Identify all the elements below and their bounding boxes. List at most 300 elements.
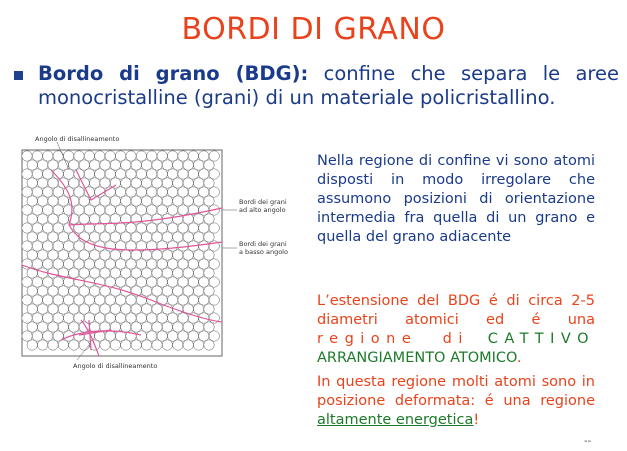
atom-circle (188, 223, 198, 233)
atom-circle (193, 160, 203, 170)
atom-circle (178, 259, 188, 269)
atom-circle (79, 160, 89, 170)
atom-circle (100, 286, 110, 296)
atom-circle (136, 259, 146, 269)
atom-circle (48, 340, 58, 350)
atom-circle (131, 304, 141, 314)
atom-circle (89, 232, 99, 242)
atom-circle (126, 295, 136, 305)
atom-circle (193, 214, 203, 224)
atom-circle (141, 214, 151, 224)
atom-circle (22, 187, 32, 197)
atom-circle (178, 295, 188, 305)
atom-circle (136, 169, 146, 179)
atom-circle (48, 286, 58, 296)
extent-intro: L’estensione del BDG é di circa 2-5 diametri atomici ed é una (317, 293, 595, 328)
atom-circle (84, 241, 94, 251)
atom-circle (188, 259, 198, 269)
atom-circle (37, 178, 47, 188)
atom-circle (157, 277, 167, 287)
atom-circle (48, 322, 58, 332)
atom-circle (43, 331, 53, 341)
atom-circle (32, 223, 42, 233)
atom-circle (167, 187, 177, 197)
atom-circle (209, 259, 219, 269)
atom-circle (32, 241, 42, 251)
atom-circle (157, 223, 167, 233)
atom-circle (199, 295, 209, 305)
atom-circle (37, 304, 47, 314)
atom-circle (193, 322, 203, 332)
atom-circle (74, 187, 84, 197)
atom-circle (89, 214, 99, 224)
atom-circle (53, 187, 63, 197)
atom-circle (193, 286, 203, 296)
atom-circle (43, 295, 53, 305)
atom-circle (188, 187, 198, 197)
atom-circle (22, 205, 32, 215)
atom-circle (53, 241, 63, 251)
atom-circle (27, 340, 37, 350)
atom-circle (126, 259, 136, 269)
atom-circle (126, 223, 136, 233)
atom-circle (105, 259, 115, 269)
atom-circle (162, 250, 172, 260)
atom-circle (162, 322, 172, 332)
atom-circle (178, 169, 188, 179)
atom-circle (74, 277, 84, 287)
atom-circle (22, 295, 32, 305)
atom-circle (209, 151, 219, 161)
atom-circle (69, 178, 79, 188)
atom-circle (110, 340, 120, 350)
atom-circle (136, 205, 146, 215)
atom-circle (193, 232, 203, 242)
atom-circle (27, 232, 37, 242)
atom-circle (131, 340, 141, 350)
atom-circle (188, 331, 198, 341)
atom-circle (43, 187, 53, 197)
atom-circle (27, 160, 37, 170)
atom-circle (178, 313, 188, 323)
atom-circle (121, 196, 131, 206)
atom-circle (131, 250, 141, 260)
atom-circle (178, 241, 188, 251)
atom-circle (121, 250, 131, 260)
atom-circle (167, 241, 177, 251)
atom-circle (178, 277, 188, 287)
atom-circle (84, 151, 94, 161)
atom-circle (95, 313, 105, 323)
atom-circle (162, 232, 172, 242)
atom-circle (199, 223, 209, 233)
atom-circle (69, 268, 79, 278)
atom-circle (53, 259, 63, 269)
atom-circle (63, 241, 73, 251)
atom-circle (58, 304, 68, 314)
atom-circle (69, 286, 79, 296)
atom-circle (141, 322, 151, 332)
atom-circle (173, 340, 183, 350)
atom-circle (110, 178, 120, 188)
atom-circle (53, 151, 63, 161)
atom-circle (22, 169, 32, 179)
atom-circle (110, 160, 120, 170)
atom-circle (204, 268, 214, 278)
atom-circle (48, 304, 58, 314)
atom-circle (147, 313, 157, 323)
atom-circle (89, 178, 99, 188)
extent-arrangiamento: ARRANGIAMENTO ATOMICO (317, 350, 517, 366)
atom-circle (37, 160, 47, 170)
atom-circle (63, 187, 73, 197)
atom-circle (110, 304, 120, 314)
atom-circle (131, 268, 141, 278)
atom-circle (173, 232, 183, 242)
atom-circle (209, 331, 219, 341)
label-misorientation-top: Angolo di disallineamento (35, 135, 120, 143)
atom-circle (209, 277, 219, 287)
atom-circle (89, 268, 99, 278)
atom-circle (115, 151, 125, 161)
atom-circle (136, 151, 146, 161)
atom-circle (74, 169, 84, 179)
atom-circle (27, 214, 37, 224)
atom-circle (48, 160, 58, 170)
atom-circle (115, 295, 125, 305)
atom-circle (188, 295, 198, 305)
atom-circle (79, 196, 89, 206)
atom-circle (32, 259, 42, 269)
atom-circle (188, 277, 198, 287)
atom-circle (152, 304, 162, 314)
atom-circle (48, 178, 58, 188)
atom-circle (162, 160, 172, 170)
atom-circle (183, 286, 193, 296)
atom-circle (58, 196, 68, 206)
atom-circle (32, 187, 42, 197)
atom-circle (162, 268, 172, 278)
atom-circle (167, 223, 177, 233)
atom-circle (183, 160, 193, 170)
atom-circle (63, 259, 73, 269)
atom-circle (131, 232, 141, 242)
atom-circle (147, 151, 157, 161)
atom-circle (105, 313, 115, 323)
atom-circle (141, 232, 151, 242)
atom-circle (183, 268, 193, 278)
atom-circle (58, 232, 68, 242)
atom-circle (100, 178, 110, 188)
atom-circle (141, 160, 151, 170)
atom-circle (126, 169, 136, 179)
atom-circle (173, 322, 183, 332)
atom-circle (183, 196, 193, 206)
atom-circle (121, 178, 131, 188)
atom-circle (69, 160, 79, 170)
atom-circle (100, 196, 110, 206)
atom-circle (100, 232, 110, 242)
atom-circle (105, 223, 115, 233)
atom-circle (157, 151, 167, 161)
atom-circle (152, 286, 162, 296)
atom-circle (43, 241, 53, 251)
atom-circle (173, 160, 183, 170)
atom-circle (121, 232, 131, 242)
atom-circle (89, 304, 99, 314)
atom-circle (147, 331, 157, 341)
atom-circle (147, 205, 157, 215)
atom-circle (131, 178, 141, 188)
atom-circle (173, 250, 183, 260)
atom-circle (167, 277, 177, 287)
atom-circle (193, 304, 203, 314)
atom-circle (193, 268, 203, 278)
atom-circle (152, 160, 162, 170)
atom-circle (100, 304, 110, 314)
atom-circle (53, 223, 63, 233)
atom-circle (157, 205, 167, 215)
atom-circle (121, 268, 131, 278)
atom-circle (167, 151, 177, 161)
atom-circle (58, 286, 68, 296)
atom-circle (173, 178, 183, 188)
atom-circle (115, 259, 125, 269)
atom-circle (199, 187, 209, 197)
atom-circle (136, 187, 146, 197)
atom-circle (32, 205, 42, 215)
atom-circle (121, 322, 131, 332)
atom-circle (188, 169, 198, 179)
atom-circle (22, 223, 32, 233)
atom-circle (63, 295, 73, 305)
atom-circle (37, 196, 47, 206)
atom-circle (37, 322, 47, 332)
definition-body: confine che separa le aree monocristalline (grani) di un materiale policristallino. (38, 62, 619, 109)
definition-bullet (14, 62, 619, 110)
square-bullet-icon (14, 71, 23, 80)
atom-circle (22, 151, 32, 161)
atom-circle (199, 331, 209, 341)
atom-circle (100, 250, 110, 260)
atom-circle (209, 295, 219, 305)
atom-circle (105, 295, 115, 305)
boundary-description: Nella regione di confine vi sono atomi disposti in modo irregolare che assumono posizioni di orientazione intermedia fra quella di un grano e quella del grano adiacente (317, 153, 595, 245)
atom-circle (105, 205, 115, 215)
atom-circle (100, 160, 110, 170)
atom-circle (115, 223, 125, 233)
atom-circle (32, 331, 42, 341)
atom-circle (79, 286, 89, 296)
atom-circle (178, 205, 188, 215)
atom-circle (157, 187, 167, 197)
atom-circle (95, 259, 105, 269)
atom-circle (74, 259, 84, 269)
atom-circle (58, 214, 68, 224)
atom-circle (131, 322, 141, 332)
atom-circle (147, 277, 157, 287)
atom-circle (126, 313, 136, 323)
atom-circle (199, 277, 209, 287)
atom-circle (22, 331, 32, 341)
atom-circle (136, 331, 146, 341)
atom-circle (115, 205, 125, 215)
atom-circle (173, 196, 183, 206)
atom-circle (95, 169, 105, 179)
atom-circle (22, 277, 32, 287)
atom-circle (193, 250, 203, 260)
atom-circle (193, 178, 203, 188)
definition-term: Bordo di grano (BDG): (38, 62, 309, 85)
atom-circle (193, 196, 203, 206)
atom-circle (79, 268, 89, 278)
atom-circle (53, 313, 63, 323)
atom-circle (53, 277, 63, 287)
atom-circle (157, 313, 167, 323)
atom-circle (69, 322, 79, 332)
atom-circle (152, 196, 162, 206)
atom-circle (173, 286, 183, 296)
atom-circle (79, 340, 89, 350)
atom-circle (53, 295, 63, 305)
atom-circle (63, 169, 73, 179)
atom-circle (183, 178, 193, 188)
atom-circle (152, 178, 162, 188)
atom-circle (199, 151, 209, 161)
atom-circle (69, 304, 79, 314)
atom-circle (167, 259, 177, 269)
atom-circle (204, 232, 214, 242)
atom-circle (69, 232, 79, 242)
atom-circle (209, 187, 219, 197)
atom-circle (43, 277, 53, 287)
atom-circle (27, 178, 37, 188)
extent-period: . (516, 350, 522, 366)
atom-circle (95, 151, 105, 161)
atom-circle (32, 151, 42, 161)
atom-circle (110, 232, 120, 242)
atom-circle (178, 223, 188, 233)
atom-circle (22, 241, 32, 251)
atom-circle (74, 151, 84, 161)
atom-circle (167, 331, 177, 341)
atom-circle (43, 205, 53, 215)
atom-circle (84, 259, 94, 269)
atom-circle (27, 196, 37, 206)
atom-circle (141, 340, 151, 350)
atom-circle (204, 160, 214, 170)
atom-circle (43, 223, 53, 233)
atom-circle (84, 205, 94, 215)
atom-circle (199, 241, 209, 251)
atom-circle (131, 160, 141, 170)
atom-circle (43, 313, 53, 323)
label-misorientation-bottom: Angolo di disallineamento (73, 362, 158, 370)
atom-circle (48, 214, 58, 224)
atom-circle (105, 331, 115, 341)
atom-circle (89, 286, 99, 296)
atom-circle (79, 304, 89, 314)
atom-circle (121, 340, 131, 350)
atom-circle (115, 169, 125, 179)
atom-circle (183, 322, 193, 332)
atom-circle (209, 223, 219, 233)
deformed-atoms-text (317, 373, 595, 430)
atom-circle (141, 268, 151, 278)
label-high-angle-boundary: Bordi dei grani ad alto angolo (239, 198, 287, 214)
atom-circle (183, 340, 193, 350)
atom-circle (204, 340, 214, 350)
atom-circle (53, 205, 63, 215)
atom-circle (32, 277, 42, 287)
atom-circle (141, 250, 151, 260)
atom-circle (37, 340, 47, 350)
atom-circle (69, 250, 79, 260)
atom-circle (178, 331, 188, 341)
deformed-intro: In questa regione molti atomi sono in posizione deformata: é una regione (317, 374, 595, 409)
deformed-highlight: altamente energetica (317, 412, 474, 428)
atom-circle (32, 313, 42, 323)
atom-circle (121, 304, 131, 314)
atom-circle (141, 286, 151, 296)
atom-circle (43, 151, 53, 161)
atom-circle (141, 178, 151, 188)
extent-cattivo: CATTIVO (487, 331, 595, 347)
atom-circle (152, 322, 162, 332)
atom-circle (79, 214, 89, 224)
atom-circle (110, 250, 120, 260)
atom-circle (27, 304, 37, 314)
atom-circle (100, 268, 110, 278)
atom-circle (27, 286, 37, 296)
atom-circle (27, 322, 37, 332)
atom-circle (136, 277, 146, 287)
atom-circle (152, 232, 162, 242)
atom-circle (105, 169, 115, 179)
atom-circle (22, 313, 32, 323)
atom-circle (32, 295, 42, 305)
atom-circle (74, 241, 84, 251)
atom-circle (157, 259, 167, 269)
atom-circle (147, 169, 157, 179)
atom-circle (183, 250, 193, 260)
atom-circle (95, 295, 105, 305)
atom-circle (121, 160, 131, 170)
atom-circle (173, 268, 183, 278)
atom-circle (115, 277, 125, 287)
boundary-extent-text (317, 292, 595, 368)
atom-circle (141, 196, 151, 206)
atom-circle (63, 313, 73, 323)
atom-circle (58, 340, 68, 350)
atom-circle (152, 340, 162, 350)
atom-circle (37, 214, 47, 224)
atom-circle (48, 232, 58, 242)
atom-circle (199, 259, 209, 269)
atom-circle (204, 304, 214, 314)
atom-circle (204, 250, 214, 260)
atom-circle (58, 322, 68, 332)
atom-circle (110, 268, 120, 278)
atom-circle (147, 223, 157, 233)
atom-circle (183, 232, 193, 242)
atom-circle (199, 169, 209, 179)
atom-circle (178, 187, 188, 197)
atom-circle (199, 205, 209, 215)
atom-circle (157, 169, 167, 179)
atom-circle (204, 286, 214, 296)
atom-circle (167, 313, 177, 323)
